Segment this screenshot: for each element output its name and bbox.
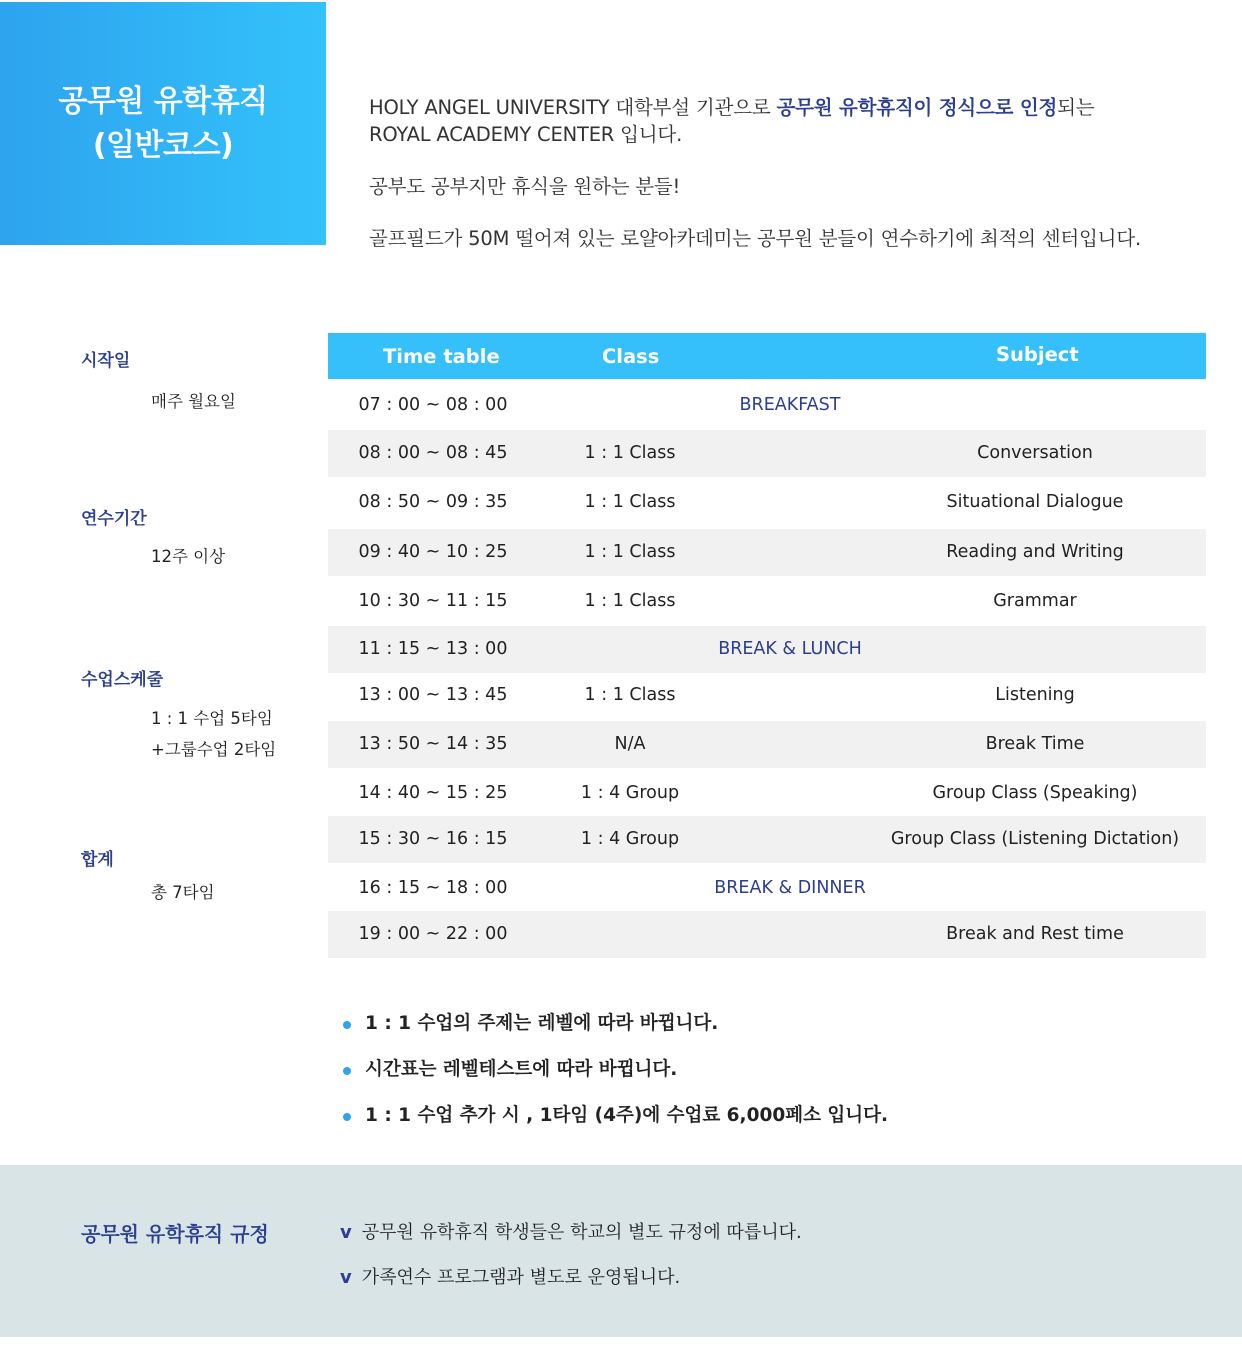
schedule-label: 수업스케줄 bbox=[81, 670, 164, 690]
intro-line-1 bbox=[369, 94, 1229, 121]
check-icon: v bbox=[340, 1222, 352, 1243]
table-row bbox=[328, 529, 1206, 576]
row-subject: Group Class (Listening Dictation) bbox=[890, 829, 1180, 849]
rules-title: 공무원 유학휴직 규정 bbox=[81, 1222, 269, 1246]
row-subject: Conversation bbox=[977, 443, 1093, 463]
intro-line-4: 골프필드가 50M 떨어져 있는 로얄아카데미는 공무원 분들이 연수하기에 최적의 센터입니다. bbox=[369, 227, 1141, 250]
row-subject: Grammar bbox=[993, 591, 1077, 611]
total-value: 총 7타임 bbox=[151, 883, 215, 902]
table-row bbox=[328, 770, 1206, 817]
rule-text: 공무원 유학휴직 학생들은 학교의 별도 규정에 따릅니다. bbox=[361, 1222, 802, 1243]
row-class: 1 : 1 Class bbox=[584, 542, 676, 562]
note-text: 1 : 1 수업 추가 시 , 1타임 (4주)에 수업료 6,000페소 입니다. bbox=[365, 1105, 889, 1126]
row-subject: Listening bbox=[995, 685, 1075, 705]
table-row bbox=[328, 816, 1206, 863]
header-subject: Subject bbox=[996, 343, 1079, 366]
row-time: 14 : 40 ~ 15 : 25 bbox=[358, 783, 508, 803]
table-row bbox=[328, 626, 1206, 673]
row-class: 1 : 1 Class bbox=[584, 443, 676, 463]
rules-section bbox=[0, 1165, 1242, 1337]
table-row bbox=[328, 578, 1206, 625]
table-row bbox=[328, 672, 1206, 719]
row-time: 13 : 00 ~ 13 : 45 bbox=[358, 685, 508, 705]
intro-line-1c: 되는 bbox=[1057, 96, 1095, 119]
row-time: 07 : 00 ~ 08 : 00 bbox=[358, 395, 508, 415]
row-subject: Break and Rest time bbox=[946, 924, 1124, 944]
row-break: BREAKFAST bbox=[739, 395, 841, 415]
intro-line-2: ROYAL ACADEMY CENTER 입니다. bbox=[369, 123, 683, 146]
header-time: Time table bbox=[383, 345, 500, 368]
intro-highlight: 공무원 유학휴직이 정식으로 인정 bbox=[776, 96, 1058, 119]
schedule-value-2: +그룹수업 2타임 bbox=[151, 740, 277, 759]
row-class: 1 : 1 Class bbox=[584, 685, 676, 705]
note-text: 1 : 1 수업의 주제는 레벨에 따라 바뀝니다. bbox=[365, 1013, 719, 1034]
table-row bbox=[328, 430, 1206, 477]
schedule-value-1: 1 : 1 수업 5타임 bbox=[151, 709, 273, 728]
row-time: 15 : 30 ~ 16 : 15 bbox=[358, 829, 508, 849]
rule-item bbox=[340, 1218, 802, 1244]
row-subject: Break Time bbox=[985, 734, 1085, 754]
table-row bbox=[328, 721, 1206, 768]
row-class: N/A bbox=[614, 734, 646, 754]
row-subject: Situational Dialogue bbox=[946, 492, 1124, 512]
course-title-box bbox=[0, 2, 326, 245]
row-subject: Group Class (Speaking) bbox=[932, 783, 1138, 803]
bullet-icon bbox=[343, 1021, 351, 1029]
period-label: 연수기간 bbox=[81, 509, 147, 529]
row-time: 08 : 50 ~ 09 : 35 bbox=[358, 492, 508, 512]
table-row bbox=[328, 865, 1206, 912]
bullet-icon bbox=[343, 1067, 351, 1075]
row-time: 10 : 30 ~ 11 : 15 bbox=[358, 591, 508, 611]
course-subtitle: (일반코스) bbox=[92, 127, 234, 163]
intro-line-1a: HOLY ANGEL UNIVERSITY 대학부설 기관으로 bbox=[369, 96, 777, 119]
bullet-icon bbox=[343, 1113, 351, 1121]
row-class: 1 : 1 Class bbox=[584, 492, 676, 512]
row-time: 13 : 50 ~ 14 : 35 bbox=[358, 734, 508, 754]
row-class: 1 : 4 Group bbox=[580, 783, 680, 803]
rule-item bbox=[340, 1263, 680, 1289]
total-label: 합계 bbox=[81, 850, 114, 870]
table-row bbox=[328, 382, 1206, 429]
row-class: 1 : 1 Class bbox=[584, 591, 676, 611]
row-time: 19 : 00 ~ 22 : 00 bbox=[358, 924, 508, 944]
check-icon: v bbox=[340, 1267, 352, 1288]
row-time: 11 : 15 ~ 13 : 00 bbox=[358, 639, 508, 659]
note-text: 시간표는 레벨테스트에 따라 바뀝니다. bbox=[365, 1059, 678, 1080]
start-value: 매주 월요일 bbox=[151, 392, 236, 411]
row-time: 09 : 40 ~ 10 : 25 bbox=[358, 542, 508, 562]
table-row bbox=[328, 911, 1206, 958]
intro-text bbox=[369, 94, 1229, 252]
intro-line-3: 공부도 공부지만 휴식을 원하는 분들! bbox=[369, 175, 681, 198]
course-title: 공무원 유학휴직 bbox=[58, 83, 268, 119]
period-value: 12주 이상 bbox=[151, 547, 226, 566]
row-break: BREAK & LUNCH bbox=[718, 639, 862, 659]
row-break: BREAK & DINNER bbox=[714, 878, 866, 898]
timetable-header bbox=[328, 333, 1206, 379]
row-class: 1 : 4 Group bbox=[580, 829, 680, 849]
row-time: 16 : 15 ~ 18 : 00 bbox=[358, 878, 508, 898]
start-label: 시작일 bbox=[81, 351, 131, 371]
table-row bbox=[328, 479, 1206, 526]
header-class: Class bbox=[602, 345, 660, 368]
rule-text: 가족연수 프로그램과 별도로 운영됩니다. bbox=[361, 1267, 681, 1288]
row-subject: Reading and Writing bbox=[946, 542, 1124, 562]
row-time: 08 : 00 ~ 08 : 45 bbox=[358, 443, 508, 463]
